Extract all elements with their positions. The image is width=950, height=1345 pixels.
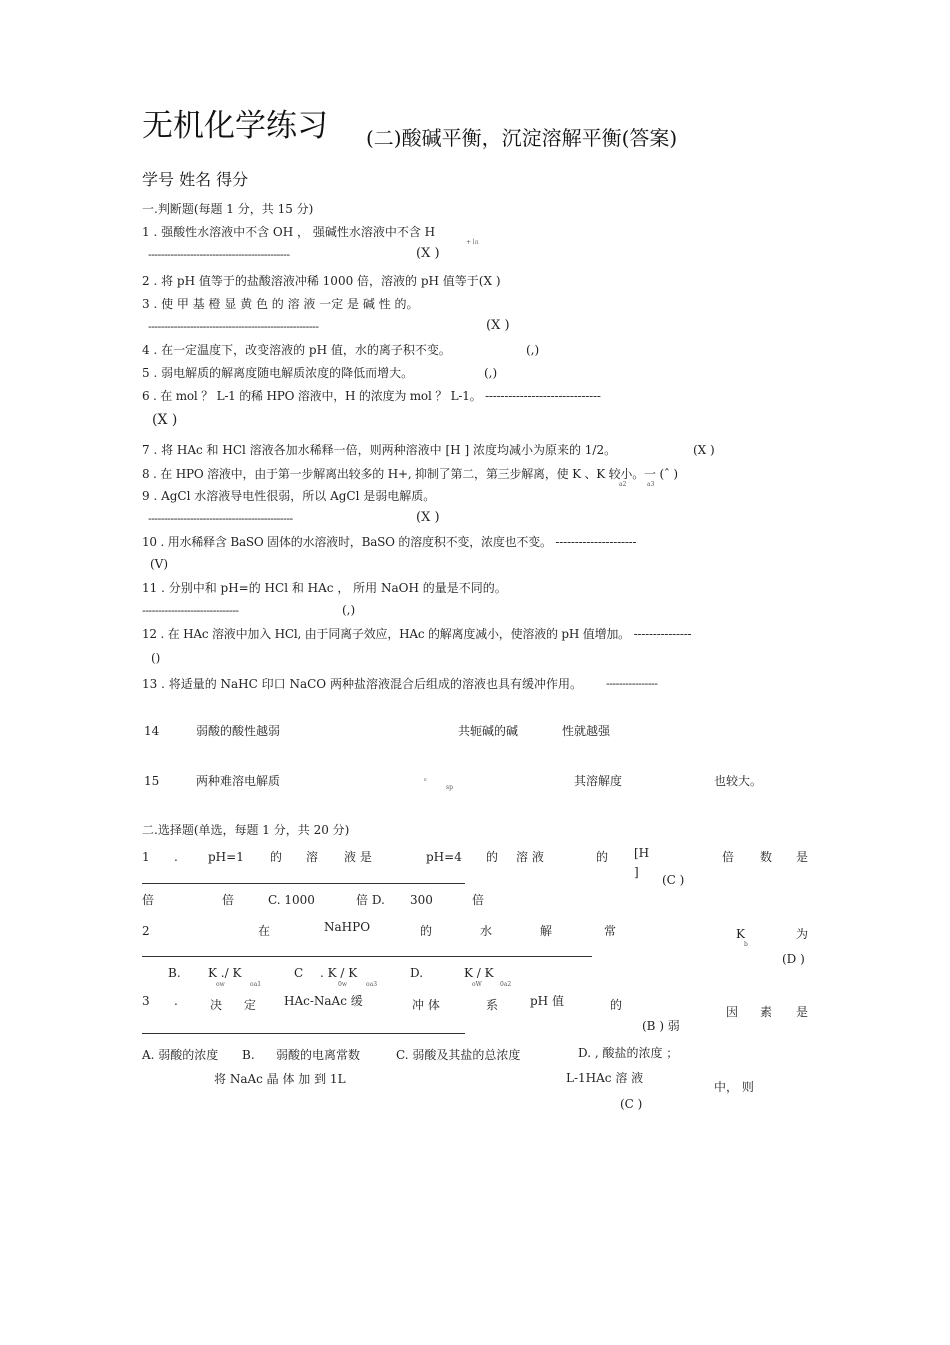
question-4: 4 . 在一定温度下，改变溶液的 pH 值，水的离子积不变。 (142, 343, 451, 357)
choice-2-option: C (294, 966, 304, 980)
choice-2-option-subscript: oa1 (250, 981, 262, 988)
question-14-part1: 弱酸的酸性越弱 (196, 724, 281, 738)
choice-3-option-b: 弱酸的电离常数 (276, 1048, 361, 1062)
choice-2-item: 在 (258, 924, 271, 938)
question-14-number: 14 (144, 724, 160, 738)
question-15-part3: 也较大。 (714, 774, 763, 788)
choice-1-item: 的 (270, 850, 283, 864)
choice-1-rule (142, 883, 465, 884)
question-14-part2: 共轭碱的碱 (458, 724, 519, 738)
choice-2-answer: (D ) (782, 952, 805, 966)
choice-3-item: 3 (142, 994, 150, 1008)
choice-2-option-subscript: 0w (338, 981, 347, 988)
choice-2-item: 2 (142, 924, 150, 938)
question-1: 1 . 强酸性水溶液中不含 OH ， 强碱性水溶液中不含 H (142, 225, 436, 239)
choice-2-option: D. (410, 966, 424, 980)
choice-2-item: NaHPO (324, 920, 371, 934)
choice-3-option-d: D. , 酸盐的浓度 ； (578, 1046, 679, 1060)
choice-4-part3: 中， 则 (714, 1080, 754, 1094)
choice-1-item: [H (634, 846, 650, 860)
question-8: 8 . 在 HPO 溶液中，由于第一步解离出较多的 H+, 抑制了第二，第三步解离，使 K 、K 较小。一 (ˆ ) (142, 467, 678, 481)
choice-1-item: 的 (596, 850, 609, 864)
question-8-subscript-a2: a2 (619, 481, 627, 488)
choice-2-item: 水 (480, 924, 493, 938)
choice-2-option: . K / K (320, 966, 358, 980)
choice-2-rule (142, 956, 592, 957)
choice-1-item: 数 (760, 850, 773, 864)
section-heading-choice: 二.选择题(单选，每题 1 分，共 20 分) (142, 823, 350, 837)
question-9-answer: (X ) (416, 510, 440, 525)
choice-1-item: 1 (142, 850, 150, 864)
question-8-subscript-a3: a3 (647, 481, 655, 488)
choice-4-part1: 将 NaAc 晶 体 加 到 1L (214, 1072, 346, 1086)
choice-2-option: K ./ K (208, 966, 242, 980)
choice-1-option: C. 1000 (268, 893, 315, 907)
choice-3-item: . (174, 994, 178, 1008)
choice-1-item: ] (634, 865, 639, 879)
question-6-answer: (X ) (152, 412, 178, 428)
choice-2-option: K / K (464, 966, 494, 980)
choice-1-option: 300 (410, 893, 433, 907)
choice-3-item: 是 (796, 1005, 809, 1019)
question-13-dashes: ---------------- (606, 677, 658, 690)
question-9: 9 . AgCl 水溶液导电性很弱，所以 AgCl 是弱电解质。 (142, 489, 436, 503)
question-1-subscript: + ㏑ (466, 239, 479, 246)
question-15-mark: ᴱ (424, 778, 427, 785)
choice-2-option-subscript: ow (216, 981, 225, 988)
section-heading-judgement: 一.判断题(每题 1 分，共 15 分) (142, 202, 314, 216)
choice-1-answer: (C ) (662, 873, 685, 887)
question-15-part1: 两种难溶电解质 (196, 774, 281, 788)
choice-2-item: 解 (540, 924, 553, 938)
choice-3-item: 因 (726, 1005, 739, 1019)
question-15-subscript: sp (446, 784, 453, 791)
student-info: 学号 姓名 得分 (142, 170, 249, 189)
choice-3-item: 素 (760, 1005, 773, 1019)
question-10: 10 . 用水稀释含 BaSO 固体的水溶液时，BaSO 的溶度积不变，浓度也不变。 --------------------- (142, 535, 637, 549)
question-14-part3: 性就越强 (562, 724, 611, 738)
choice-3-item: 决 (210, 998, 223, 1012)
question-5: 5 . 弱电解质的解离度随电解质浓度的降低而增大。 (142, 366, 414, 380)
choice-3-item: 冲 体 (412, 998, 440, 1012)
choice-1-option: 倍 (222, 893, 235, 907)
choice-1-option: 倍 D. (356, 893, 385, 907)
choice-3-rule (142, 1033, 465, 1034)
question-15-number: 15 (144, 774, 160, 788)
choice-1-item: 是 (796, 850, 809, 864)
choice-4-answer: (C ) (620, 1097, 643, 1111)
question-3-answer: (X ) (486, 318, 510, 333)
choice-2-option: B. (168, 966, 181, 980)
choice-2-item: 为 (796, 927, 809, 941)
choice-1-item: 溶 液 (516, 850, 544, 864)
choice-3-item: pH 值 (530, 994, 564, 1008)
choice-2-item: 的 (420, 924, 433, 938)
question-12-answer: () (151, 651, 161, 665)
choice-1-option: 倍 (472, 893, 485, 907)
choice-1-item: . (174, 850, 178, 864)
choice-3-option-a: A. 弱酸的浓度 (142, 1048, 219, 1062)
choice-1-item: pH=4 (426, 850, 462, 864)
choice-3-option-b-label: B. (242, 1048, 255, 1062)
question-9-dashes: --------------------------------------------- (148, 512, 293, 525)
choice-1-item: 液 是 (344, 850, 372, 864)
question-7-answer: (X ) (693, 443, 715, 457)
choice-1-item: 倍 (722, 850, 735, 864)
question-4-answer: (,) (526, 343, 540, 357)
choice-2-item: K (736, 927, 745, 941)
question-3-dashes: ----------------------------------------------------- (148, 320, 319, 333)
question-13: 13 . 将适量的 NaHC 印口 NaCO 两种盐溶液混合后组成的溶液也具有缓冲作用。 (142, 677, 582, 691)
choice-2-option-subscript: 0a2 (500, 981, 512, 988)
choice-1-item: 溶 (306, 850, 319, 864)
question-1-dashes: -------------------------------------------- (148, 248, 290, 261)
page-title: 无机化学练习 (142, 108, 328, 144)
choice-3-item: 定 (244, 998, 257, 1012)
choice-3-answer: (B ) 弱 (642, 1019, 680, 1033)
question-5-answer: (,) (484, 366, 498, 380)
question-3: 3 . 使 甲 基 橙 显 黄 色 的 溶 液 一定 是 碱 性 的。 (142, 297, 419, 311)
choice-2-option-subscript: oW (472, 981, 482, 988)
choice-2-subscript: b (744, 941, 748, 948)
question-12: 12 . 在 HAc 溶液中加入 HCl, 由于同离子效应，HAc 的解离度减小，使溶液的 pH 值增加。 --------------- (142, 627, 692, 641)
choice-1-option: 倍 (142, 893, 155, 907)
question-7: 7 . 将 HAc 和 HCl 溶液各加水稀释一倍，则两种溶液中 [H ] 浓度均减小为原来的 1/2。 (142, 443, 617, 457)
question-6: 6 . 在 mol ？ L-1 的稀 HPO 溶液中，H 的浓度为 mol ？ L-1。 ------------------------------ (142, 389, 601, 403)
question-11-dashes: ------------------------------ (142, 604, 239, 617)
choice-2-item: 常 (604, 924, 617, 938)
question-15-part2: 其溶解度 (574, 774, 623, 788)
choice-3-option-c: C. 弱酸及其盐的总浓度 (396, 1048, 521, 1062)
question-1-answer: (X ) (416, 246, 440, 261)
question-11: 11 . 分别中和 pH=的 HCl 和 HAc ， 所用 NaOH 的量是不同的。 (142, 581, 507, 595)
choice-2-option-subscript: oa3 (366, 981, 378, 988)
question-10-answer: (V) (150, 557, 169, 571)
page-subtitle: (二)酸碱平衡，沉淀溶解平衡(答案) (366, 126, 678, 150)
choice-3-item: 的 (610, 998, 623, 1012)
question-2: 2 . 将 pH 值等于的盐酸溶液冲稀 1000 倍，溶液的 pH 值等于(X ) (142, 274, 501, 288)
choice-3-item: 系 (486, 998, 499, 1012)
choice-4-part2: L-1HAc 溶 液 (566, 1071, 644, 1085)
choice-1-item: 的 (486, 850, 499, 864)
choice-1-item: pH=1 (208, 850, 244, 864)
question-11-answer: (,) (342, 603, 356, 617)
choice-3-item: HAc-NaAc 缓 (284, 994, 363, 1008)
